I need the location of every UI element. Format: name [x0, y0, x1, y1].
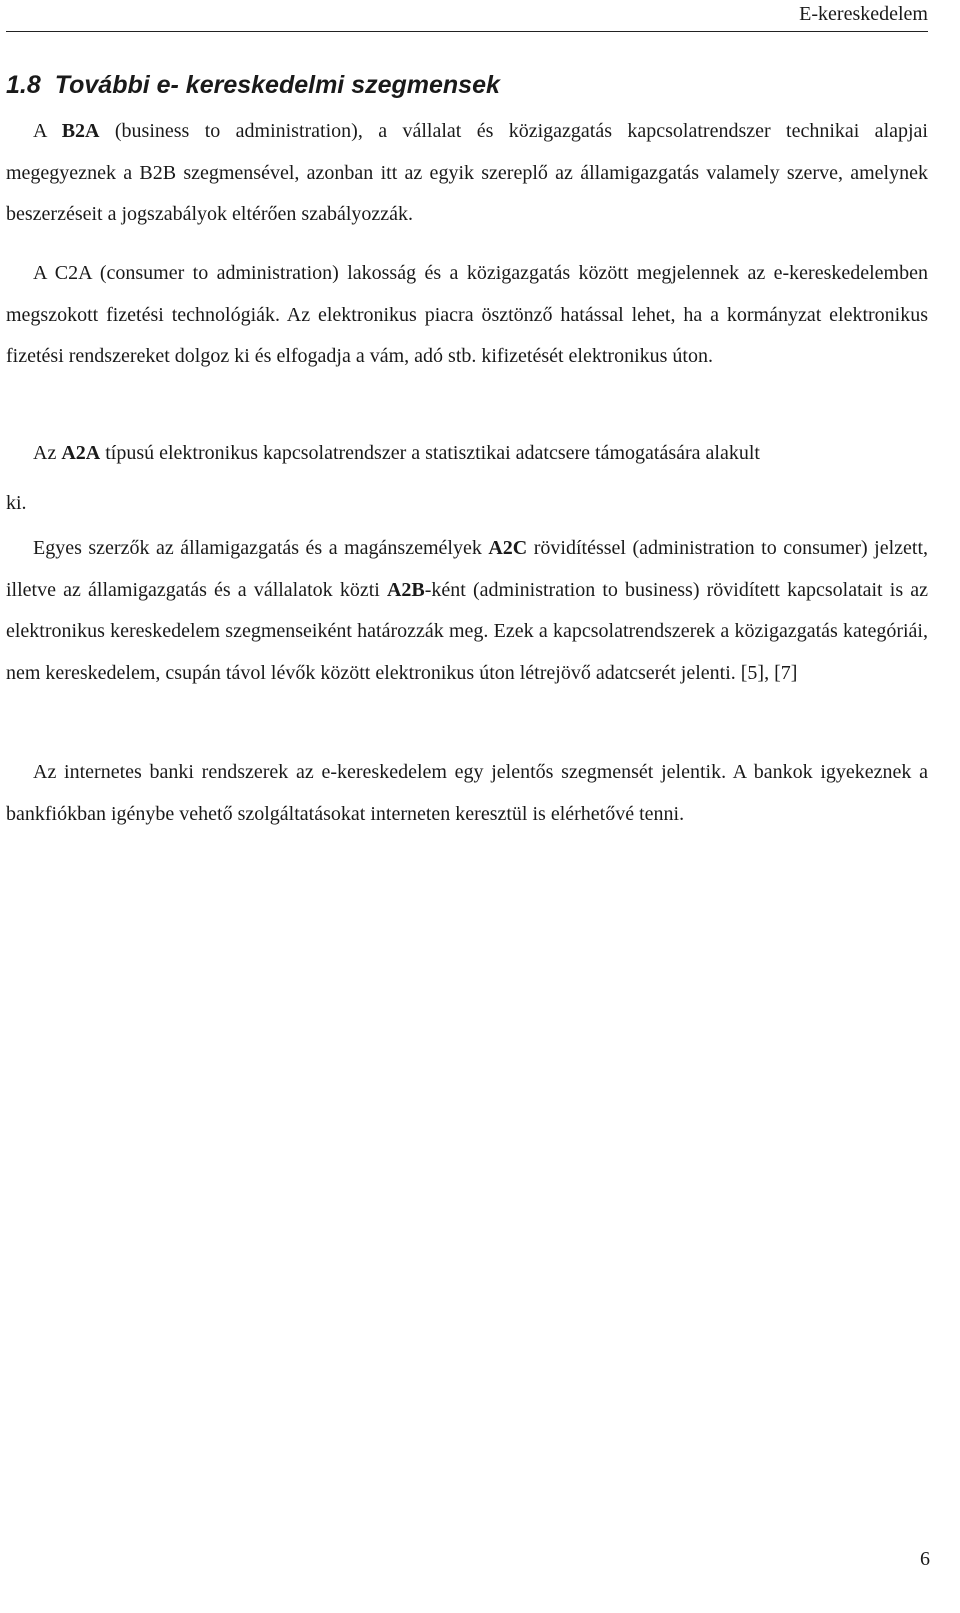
- text-run: -ként (administration to business) rövidített kapcsolatait is az elektronikus kereskedelem szegmenseiként határozzák meg. Ezek a kapcsolatrendszerek a közigazgatás kategóriái, nem kereskedelem, csupán távol lévők között elektronikus úton létrejövő adatcserét jelenti. [5], [7]: [6, 578, 928, 684]
- text-run: (business to administration), a vállalat és közigazgatás kapcsolatrendszer technikai alapjai megegyeznek a B2B szegmensével, azonban itt az egyik szereplő az államigazgatás valamely szerve, amelynek beszerzéseit a jogszabályok eltérően szabályozzák.: [6, 120, 928, 225]
- section-title: További e- kereskedelmi szegmensek: [54, 71, 500, 99]
- term-a2a: A2A: [61, 442, 101, 464]
- paragraph-c2a: [6, 253, 928, 378]
- paragraph-a2a: [6, 433, 928, 524]
- term-b2a: B2A: [61, 120, 100, 142]
- page-number: 6: [920, 1548, 930, 1570]
- text-run: Az internetes banki rendszerek az e-kereskedelem egy jelentős szegmensét jelentik. A bankok igyekeznek a bankfiókban igénybe vehető szolgáltatásokat interneten keresztül is elérhetővé tenni.: [6, 761, 928, 825]
- paragraph-b2a: [6, 111, 928, 236]
- section-heading: [6, 66, 500, 104]
- section-number: 1.8: [6, 71, 41, 99]
- text-run: típusú elektronikus kapcsolatrendszer a statisztikai adatcsere támogatására alakult: [100, 442, 760, 464]
- text-run: A: [33, 120, 62, 142]
- text-run: A C2A (consumer to administration) lakosság és a közigazgatás között megjelennek az e-kereskedelemben megszokott fizetési technológiák. Az elektronikus piacra ösztönző hatással lehet, ha a kormányzat elektronikus fizetési rendszereket dolgoz ki és elfogadja a vám, adó stb. kifizetését elektronikus úton.: [6, 262, 928, 367]
- text-run: rövidítéssel (administration to consumer) jelzett, illetve az államigazgatás és a vállalatok közti: [6, 537, 928, 601]
- term-a2c: A2C: [488, 537, 528, 559]
- paragraph-banking: [6, 751, 928, 835]
- term-a2b: A2B: [386, 578, 425, 601]
- text-run: Az: [33, 442, 62, 464]
- paragraph-a2c-a2b: [6, 528, 928, 694]
- running-header: E-kereskedelem: [799, 3, 928, 25]
- header-divider: [6, 31, 928, 32]
- text-run: Egyes szerzők az államigazgatás és a magánszemélyek: [33, 537, 489, 559]
- text-run: ki.: [6, 491, 27, 514]
